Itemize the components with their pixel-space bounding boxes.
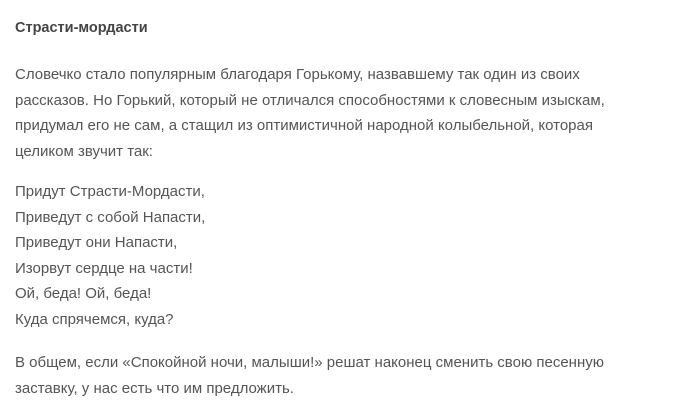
- intro-line: придумал его не сам, а стащил из оптимистичной народной колыбельной, которая: [15, 117, 593, 134]
- verse-line: Приведут с собой Напасти,: [15, 208, 206, 226]
- verse-line: Ой, беда! Ой, беда!: [15, 285, 152, 302]
- verse-line: Приведут они Напасти,: [15, 234, 178, 251]
- outro-paragraph: [15, 350, 604, 401]
- intro-line: целиком звучит так:: [15, 142, 153, 160]
- outro-line: заставку, у нас есть что им предложить.: [15, 379, 294, 397]
- intro-line: Словечко стало популярным благодаря Горькому, назвавшему так один из своих: [15, 66, 580, 83]
- intro-line: рассказов. Но Горький, который не отличался способностями к словесным изыскам,: [15, 91, 605, 109]
- verse-line: Изорвут сердце на части!: [15, 259, 193, 277]
- article-title: Страсти-мордасти: [15, 20, 148, 36]
- intro-paragraph: [15, 62, 605, 164]
- lullaby-verse: [15, 179, 205, 332]
- verse-line: Придут Страсти-Мордасти,: [15, 183, 205, 200]
- verse-line: Куда спрячемся, куда?: [15, 310, 174, 328]
- outro-line: В общем, если «Спокойной ночи, малыши!» решат наконец сменить свою песенную: [15, 354, 604, 371]
